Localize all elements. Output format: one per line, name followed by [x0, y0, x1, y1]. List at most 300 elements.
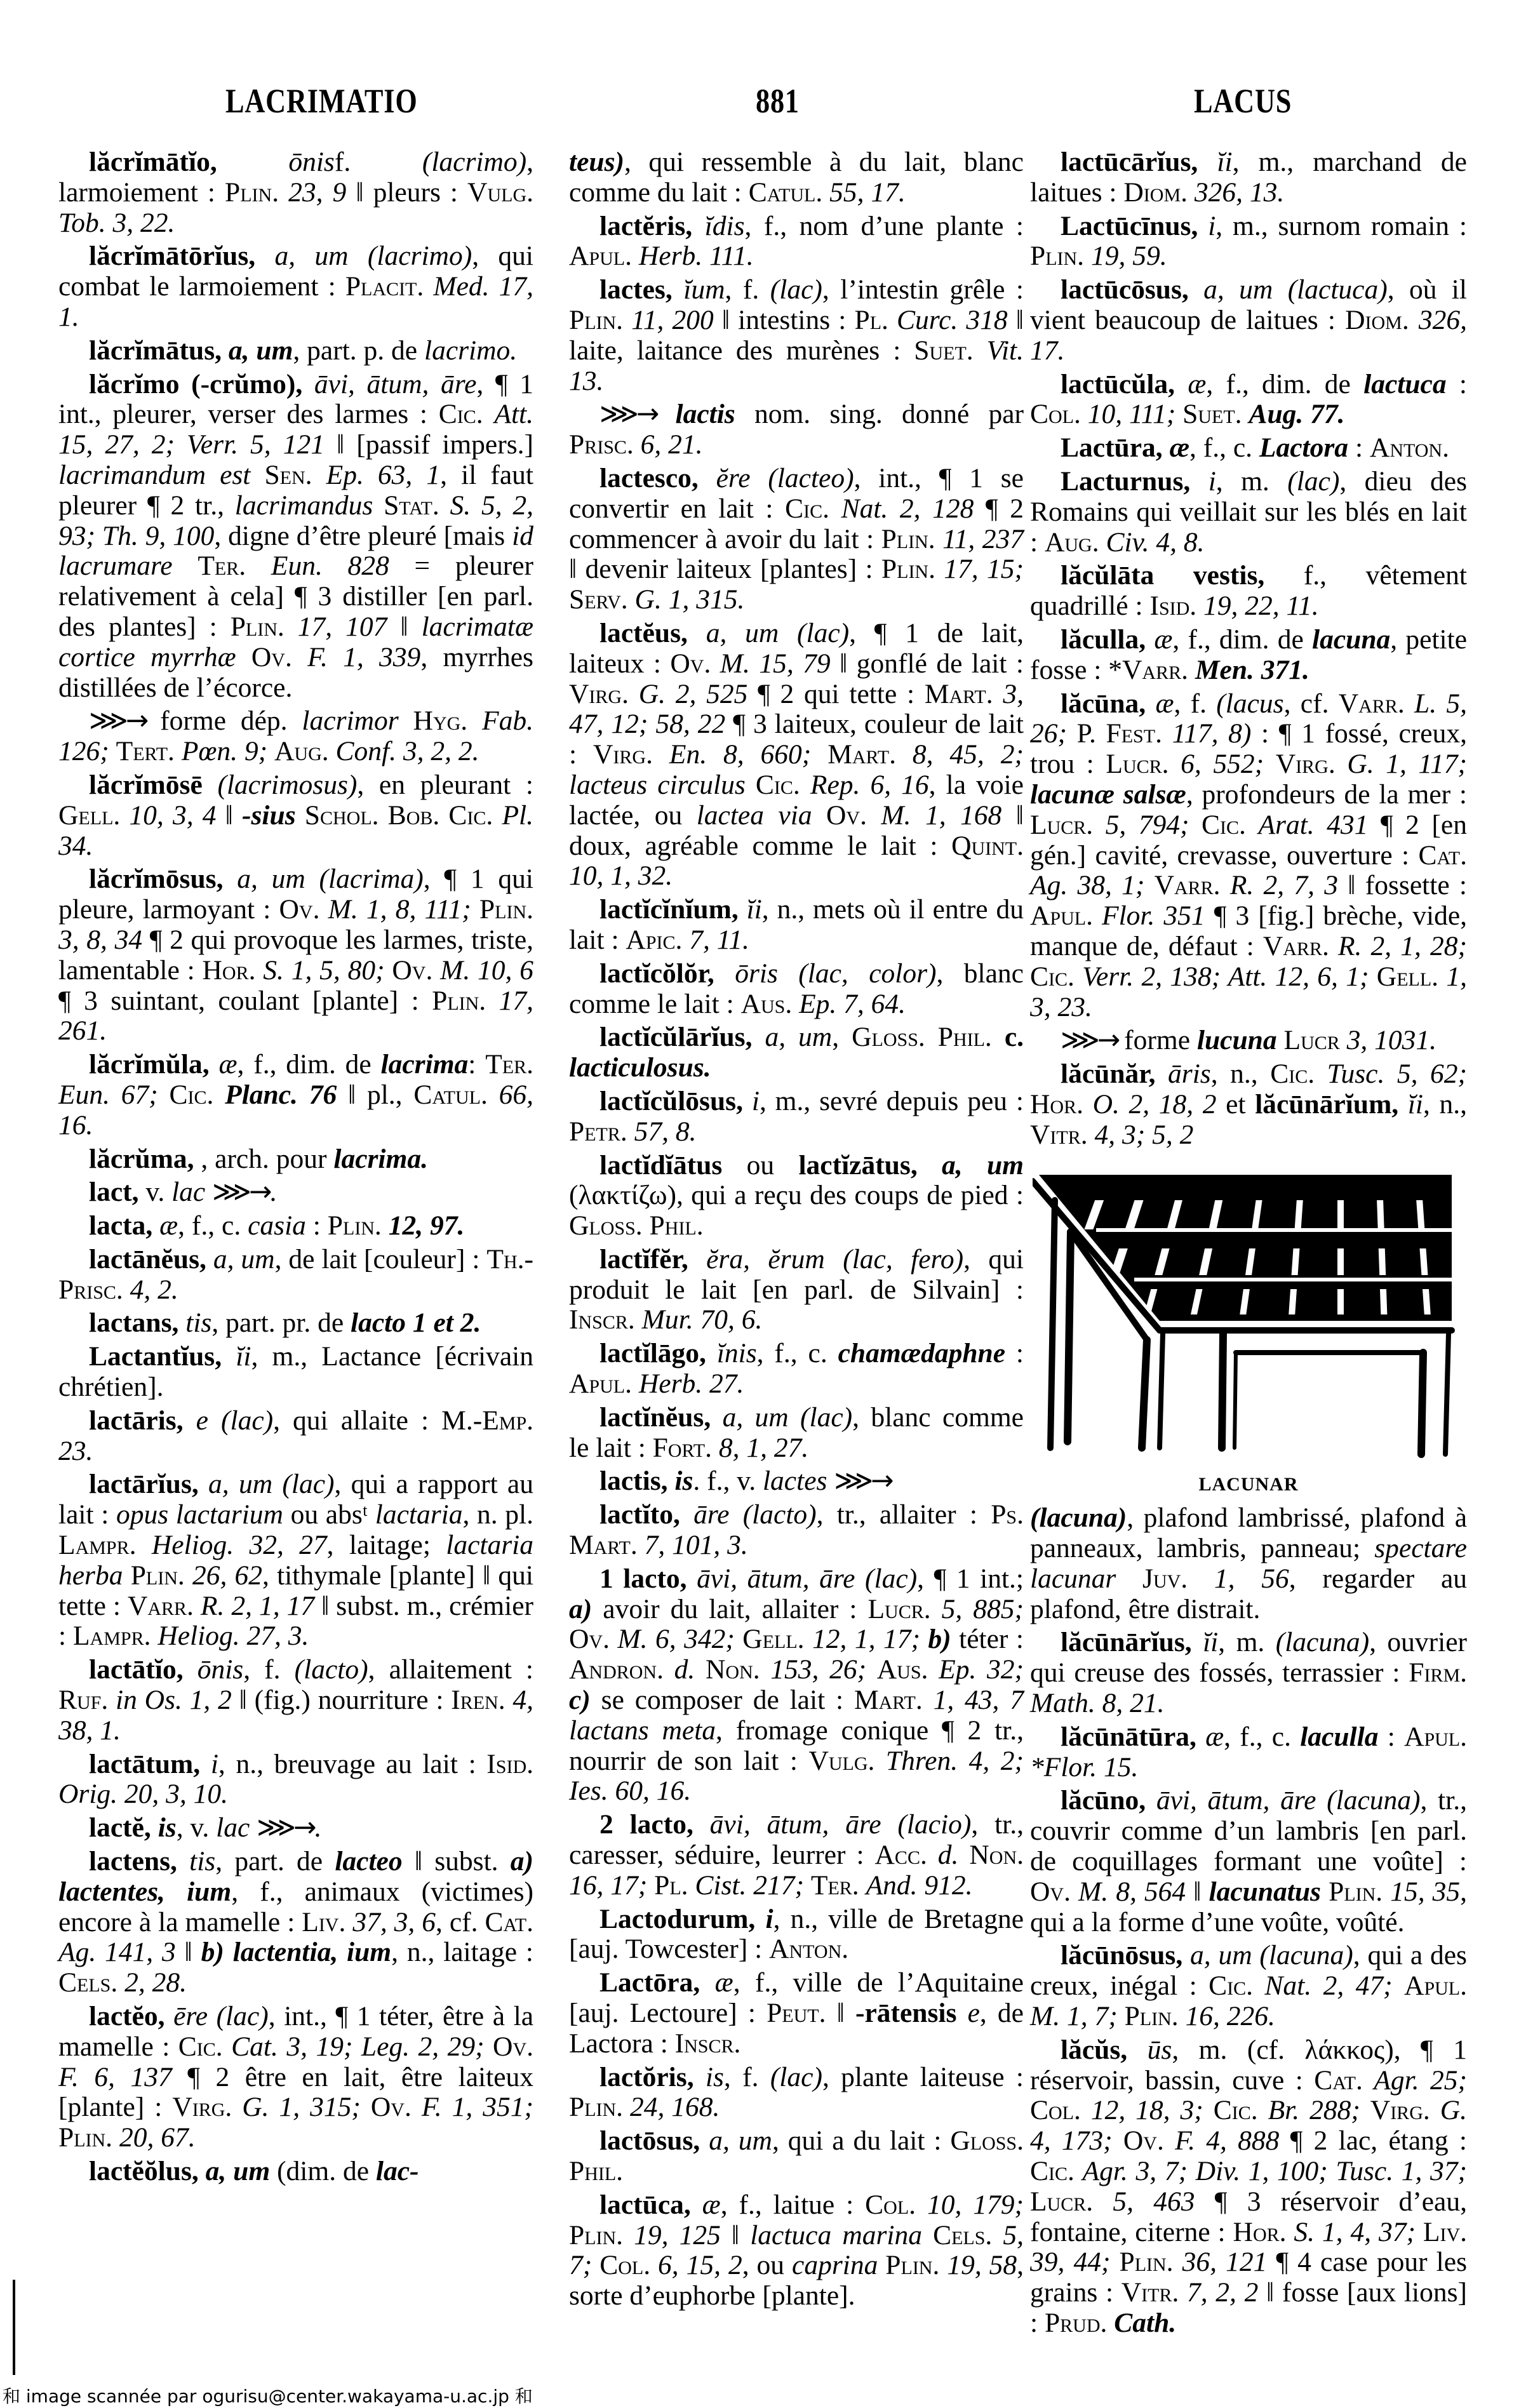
dictionary-entry	[569, 1904, 1024, 1965]
entry-text: M. 1, 7;	[1030, 2001, 1125, 2032]
dictionary-entry	[1030, 211, 1467, 272]
headword: lăcūna,	[1061, 688, 1156, 719]
entry-text: , m.	[1215, 465, 1288, 497]
dictionary-entry	[569, 1564, 1024, 1807]
author-abbreviation: Mart.	[827, 739, 913, 770]
entry-text: 36, 121	[1182, 2247, 1268, 2278]
author-abbreviation: Plin.	[1124, 2001, 1186, 2032]
entry-text: 326, 13.	[1194, 177, 1285, 208]
author-abbreviation: Aus.	[740, 988, 800, 1019]
entry-text: , f.	[723, 2061, 770, 2092]
author-abbreviation: Col.	[1030, 399, 1088, 430]
entry-text: 5, 7;	[569, 2219, 1024, 2281]
entry-text: , cf.	[435, 1906, 485, 1937]
entry-text: 10, 179;	[927, 2189, 1024, 2220]
author-abbreviation: Liv.	[1423, 2216, 1467, 2247]
entry-text: , ou	[742, 2250, 793, 2281]
entry-text: 12, 18, 3;	[1090, 2095, 1214, 2126]
author-abbreviation: Acc.	[874, 1840, 938, 1871]
entry-text: 1, 3, 23.	[1030, 961, 1467, 1022]
entry-text: a, um (lac)	[722, 1401, 853, 1433]
headword: lăcūno,	[1061, 1785, 1156, 1816]
author-abbreviation: Vulg.	[808, 1745, 886, 1776]
headword: lactans,	[89, 1308, 186, 1339]
entry-text: ‖ (fig.) nourriture :	[231, 1685, 452, 1716]
entry-text: ‖ pl.,	[337, 1079, 414, 1110]
entry-text: a, um (lacrimo)	[274, 241, 472, 272]
entry-text: ĭi	[746, 894, 762, 925]
headword: lactesco,	[599, 462, 716, 493]
author-abbreviation: Tert.	[116, 736, 182, 767]
author-abbreviation: Plin.	[1030, 241, 1091, 272]
entry-text: ōnis	[288, 147, 335, 177]
headword: lactĭzātus,	[798, 1149, 942, 1181]
headword: lactes,	[599, 274, 684, 305]
entry-text: .	[314, 1812, 321, 1843]
headword: lactĕris,	[599, 210, 705, 241]
author-abbreviation: Iren.	[451, 1685, 513, 1716]
entry-text: , n. pl.	[462, 1499, 534, 1530]
entry-text: Cat. 3, 19; Leg. 2, 29;	[231, 2031, 493, 2062]
entry-text: 11, 200	[631, 304, 714, 335]
entry-text: ou absᵗ	[283, 1499, 375, 1530]
entry-text: 6, 21.	[640, 429, 703, 460]
headword: lactānĕus,	[89, 1243, 213, 1274]
entry-text: Mur. 70, 6.	[641, 1304, 763, 1335]
entry-text: a, um	[213, 1243, 275, 1274]
headword: Lactodurum,	[599, 1903, 766, 1934]
entry-text: (lacto)	[294, 1654, 368, 1685]
author-abbreviation: Inscr.	[569, 1304, 642, 1335]
author-abbreviation: Aug.	[1044, 526, 1106, 558]
entry-text: Ep. 32;	[939, 1654, 1024, 1685]
entry-text: a, um	[765, 1022, 833, 1053]
entry-text: Tusc. 5, 62;	[1327, 1059, 1468, 1090]
author-abbreviation: Virg.	[172, 2092, 243, 2123]
entry-text: et	[1216, 1088, 1255, 1120]
running-head-left: LACRIMATIO	[225, 82, 418, 120]
author-abbreviation: Diom.	[1123, 177, 1195, 208]
entry-text: , qui ressemble à du lait, blanc comme du lait :	[569, 147, 1024, 208]
entry-text: Att. 15, 27, 2; Verr. 5, 121	[58, 399, 534, 460]
running-head-right: LACUS	[1194, 82, 1292, 120]
author-abbreviation: Cic.	[1030, 961, 1083, 992]
author-abbreviation: P. Fest.	[1076, 718, 1172, 749]
entry-text: , tr., allaiter :	[816, 1499, 991, 1530]
entry-text: āre (lacto)	[693, 1499, 817, 1530]
dictionary-entry	[58, 1749, 533, 1810]
headword: lactĭcŭlārĭus,	[599, 1022, 765, 1053]
entry-text: , f., nom d’une plante :	[744, 210, 1024, 241]
entry-text: 7, 2, 2	[1187, 2277, 1259, 2308]
author-abbreviation: Diom.	[1345, 304, 1419, 335]
entry-text: ‖	[720, 2219, 751, 2251]
entry-text: æ	[1169, 432, 1189, 464]
entry-text: , tithymale [plante] ‖ qui tette :	[58, 1560, 533, 1621]
entry-text: , ouvrier qui creuse des fossés, terrassier :	[1030, 1627, 1467, 1689]
entry-text: ĭdis	[704, 210, 745, 241]
author-abbreviation: Mart.	[924, 678, 1003, 709]
entry-text: S. 1, 4, 37;	[1294, 2216, 1423, 2247]
entry-text: , n., laitage :	[391, 1937, 534, 1968]
entry-text: , f., ville de l’Aquitaine [auj. Lectoure] :	[569, 1967, 1024, 2029]
author-abbreviation: Varr.	[1122, 654, 1195, 685]
entry-text: O. 2, 18, 2	[1092, 1088, 1217, 1120]
entry-text: , int., ¶ 1 se convertir en lait :	[569, 462, 1024, 524]
author-abbreviation: Virg.	[569, 678, 639, 709]
entry-text: spectare lacunar	[1030, 1533, 1467, 1594]
entry-text: , blanc comme le lait :	[569, 1401, 1024, 1463]
author-abbreviation: Vitr.	[1030, 1119, 1095, 1150]
entry-text: (dim. de	[270, 2156, 376, 2186]
entry-text: tis	[189, 1846, 216, 1877]
entry-text: 153, 26;	[770, 1654, 877, 1685]
dictionary-entry	[58, 1847, 533, 1998]
entry-text: :	[1378, 1721, 1405, 1752]
headword: Lactōra,	[599, 1967, 715, 1998]
dictionary-entry	[1030, 1786, 1467, 1937]
author-abbreviation: Cic.	[755, 769, 810, 800]
entry-text: , qui a du lait :	[772, 2125, 951, 2157]
entry-text: 19, 58	[947, 2250, 1017, 2281]
entry-text: āvi, ātum, āre (lac)	[697, 1563, 918, 1594]
entry-text: , f.	[243, 1654, 295, 1685]
author-abbreviation: Cat.	[485, 1906, 534, 1937]
dictionary-entry	[58, 147, 533, 238]
entry-text: , f.	[725, 274, 770, 305]
entry-text: a) lactentes, ium	[58, 1846, 534, 1907]
author-abbreviation: Lucr.	[1030, 809, 1106, 840]
entry-text: , f., dim. de	[1206, 368, 1364, 399]
entry-text: G. 1, 315.	[634, 584, 745, 615]
entry-text: lactes	[762, 1466, 834, 1497]
entry-text: 17, 15;	[944, 554, 1024, 585]
author-abbreviation: Cat.	[1314, 2064, 1374, 2096]
author-abbreviation: Gell.	[742, 1624, 813, 1655]
entry-text: , qui a des creux, inégal :	[1030, 1940, 1467, 2002]
column-right-lower	[1030, 1503, 1467, 2339]
entry-text: , ¶ 1 qui pleure, larmoyant :	[58, 864, 533, 925]
entry-text: d.	[674, 1654, 706, 1685]
entry-text: (lacuna)	[1030, 1502, 1127, 1534]
entry-text: Civ. 4, 8.	[1106, 526, 1205, 558]
entry-text: i	[210, 1748, 218, 1779]
author-abbreviation: Cels.	[933, 2219, 1003, 2251]
author-abbreviation: Apul.	[569, 241, 639, 272]
dictionary-entry	[58, 370, 533, 704]
author-abbreviation: Plin.	[569, 304, 632, 335]
entry-text: is	[674, 1466, 693, 1497]
entry-text: Curc. 318	[897, 304, 1008, 335]
entry-text: M. 8, 564	[1078, 1876, 1186, 1907]
author-abbreviation: Virg.	[1275, 749, 1348, 780]
entry-text: (λακτίζω), qui a reçu des coups de pied :	[569, 1180, 1024, 1211]
author-abbreviation: Andron.	[569, 1654, 674, 1685]
author-abbreviation: Aug.	[274, 736, 336, 767]
entry-text: lacunæ salsæ	[1030, 779, 1186, 810]
author-abbreviation: Varr.	[1262, 930, 1338, 961]
author-abbreviation: Varr.	[127, 1590, 201, 1621]
author-abbreviation: Ov.	[493, 2031, 533, 2062]
entry-text: And. 912.	[866, 1870, 973, 1901]
entry-text: , m., surnom romain :	[1215, 210, 1467, 241]
author-abbreviation: Hor.	[1030, 1088, 1093, 1120]
entry-text: (lac)	[770, 2061, 822, 2092]
entry-text: , m., Lactance [écrivain chrétien].	[58, 1341, 533, 1403]
entry-text: id lacrumare	[58, 520, 533, 582]
entry-text: , tr., caresser, séduire, leurrer :	[569, 1809, 1024, 1871]
entry-text: :	[1348, 432, 1370, 464]
author-abbreviation: Inscr.	[674, 2028, 741, 2059]
entry-text: (lacrimosus)	[217, 769, 358, 800]
author-abbreviation: Firm.	[1409, 1657, 1467, 1689]
author-abbreviation: Plin.	[1119, 2247, 1182, 2278]
author-abbreviation: Catul.	[413, 1079, 499, 1110]
dictionary-entry	[569, 399, 1024, 460]
entry-text: 5, 885;	[941, 1593, 1024, 1624]
entry-text: (lacrimo)	[422, 147, 527, 177]
entry-text: Aug. 77.	[1249, 399, 1345, 430]
dictionary-entry	[1030, 2035, 1467, 2339]
entry-text: , part. de	[215, 1846, 335, 1877]
entry-text: M. 6, 342;	[617, 1624, 743, 1655]
column-right-upper	[1030, 147, 1467, 1151]
headword: lăcūnārĭus,	[1061, 1627, 1203, 1658]
author-abbreviation: Ruf.	[58, 1685, 116, 1716]
dictionary-entry	[569, 1339, 1024, 1400]
entry-text: 6, 15, 2	[658, 2250, 742, 2281]
entry-text: , l’intestin grêle :	[822, 274, 1024, 305]
entry-text: e	[967, 1998, 980, 2029]
entry-text: , où il vient beaucoup de laitues :	[1030, 274, 1467, 335]
author-abbreviation: M.-Emp.	[441, 1405, 534, 1436]
entry-text: lactaria	[375, 1499, 463, 1530]
author-abbreviation: Plin.	[1329, 1876, 1391, 1907]
author-abbreviation: Ps. Mart.	[569, 1499, 1024, 1561]
headword: lăcrĭmātōrĭus,	[89, 241, 275, 272]
entry-text: ¶ 2 commencer à avoir du lait :	[569, 493, 1024, 554]
entry-text: Pl. 34.	[58, 799, 533, 861]
headword: lactĭcŭlōsus,	[599, 1085, 752, 1116]
column-left	[58, 147, 533, 2190]
entry-text: Tob. 3, 22.	[58, 207, 175, 238]
entry-text: Pœn. 9;	[181, 736, 275, 767]
dictionary-entry	[569, 1087, 1024, 1147]
entry-text: Men. 371.	[1195, 654, 1309, 685]
entry-text: , qui a rapport au lait :	[58, 1469, 533, 1530]
author-abbreviation: Sen.	[264, 459, 326, 490]
dictionary-entry	[58, 864, 533, 1047]
headword: lactĕŏlus,	[89, 2156, 206, 2186]
entry-text: Math. 8, 21.	[1030, 1688, 1165, 1719]
entry-text: , en pleurant :	[357, 769, 533, 800]
entry-text: ¶ 3 réservoir d’eau, fontaine, citerne :	[1030, 2186, 1467, 2247]
author-abbreviation: Gell.	[1376, 961, 1447, 992]
entry-text: a, um (lactuca)	[1203, 274, 1388, 305]
author-abbreviation: Lampr.	[72, 1621, 158, 1652]
entry-text: , m., marchand de laitues :	[1030, 147, 1467, 208]
entry-text: āvi, ātum, āre (lacio)	[709, 1809, 972, 1840]
author-abbreviation: Ov.	[569, 1624, 618, 1655]
entry-text: Lactora	[1259, 432, 1349, 464]
author-abbreviation: Apul.	[1404, 1970, 1467, 2002]
entry-text: , n.,	[1210, 1059, 1271, 1090]
dictionary-entry	[58, 2002, 533, 2153]
author-abbreviation: Schol. Bob. Cic.	[304, 799, 502, 831]
entry-text: 17, 107	[297, 611, 387, 642]
entry-text: 57, 8.	[634, 1116, 697, 1147]
entry-text: ūs	[1147, 2034, 1172, 2065]
entry-text: L. 5, 26;	[1030, 688, 1467, 749]
entry-text: 117, 8)	[1172, 718, 1252, 749]
entry-text: in Os. 1, 2	[116, 1685, 232, 1716]
entry-text: G. 2, 525	[638, 678, 748, 709]
author-abbreviation: Peut.	[767, 1998, 837, 2029]
entry-text: b)	[928, 1624, 951, 1655]
author-abbreviation: Cic.	[1202, 809, 1259, 840]
author-abbreviation: Liv.	[302, 1906, 353, 1937]
entry-text: En. 8, 660;	[669, 739, 828, 770]
author-abbreviation: Apic.	[626, 924, 690, 955]
entry-text: , ¶ 1 de lait, laiteux :	[569, 617, 1024, 679]
entry-text: M. 10, 6	[440, 954, 533, 986]
cross-reference-arrow-icon: ⋙→	[212, 1176, 270, 1208]
author-abbreviation: Col.	[1030, 2095, 1091, 2126]
author-abbreviation: Varr.	[1154, 870, 1230, 901]
entry-text: teus)	[569, 147, 624, 177]
entry-text: lactuca marina	[750, 2219, 934, 2251]
author-abbreviation: Gloss. Phil.	[569, 1210, 704, 1241]
entry-text: forme	[1124, 1025, 1197, 1056]
entry-text: 10, 1, 32.	[569, 860, 673, 892]
entry-text: 11, 237	[942, 523, 1024, 554]
entry-text: , f., dim. de	[237, 1049, 381, 1080]
entry-text: i	[765, 1903, 773, 1934]
entry-text: S. 5, 2, 93; Th. 9, 100	[58, 490, 534, 551]
author-abbreviation: Juv.	[1142, 1563, 1214, 1594]
headword: lăcūnātūra,	[1061, 1721, 1206, 1752]
author-abbreviation: Anton.	[1369, 432, 1449, 464]
entry-text: ‖ doux, agréable comme le lait :	[569, 799, 1024, 861]
entry-text: ¶ 2 qui provoque les larmes, triste, lamentable :	[58, 924, 533, 986]
entry-text: lacrima.	[333, 1143, 428, 1174]
entry-text: lacrimandus	[234, 490, 384, 521]
entry-text: F. 6, 137	[58, 2061, 172, 2092]
headword: c.	[1004, 1022, 1024, 1053]
entry-text: laculla	[1300, 1721, 1379, 1752]
entry-text: ōnis	[197, 1654, 244, 1685]
entry-text: 5, 794;	[1105, 809, 1202, 840]
entry-text: avoir du lait, allaiter :	[592, 1593, 868, 1624]
author-abbreviation: Gloss. Phil.	[569, 2125, 1024, 2186]
entry-text: ¶ 2 être en lait, être laiteux [plante] :	[58, 2061, 533, 2123]
headword: -rātensis	[855, 1998, 968, 2029]
entry-text: lacteo	[335, 1846, 403, 1877]
entry-text: a, um	[709, 2125, 772, 2157]
entry-text: M. 15, 79	[720, 648, 831, 679]
author-abbreviation: Plin.	[881, 554, 944, 585]
dictionary-entry	[1030, 1722, 1467, 1783]
author-abbreviation: Ov.	[392, 954, 441, 986]
entry-text: ‖ subst.	[402, 1846, 511, 1877]
entry-text: 4, 38, 1.	[58, 1685, 533, 1746]
entry-text: a, um (lacuna)	[1190, 1940, 1353, 1971]
author-abbreviation: Ov.	[826, 799, 881, 831]
entry-text: lactaria herba	[58, 1530, 533, 1591]
entry-text: tis	[185, 1308, 212, 1339]
author-abbreviation: Lampr.	[58, 1530, 152, 1561]
entry-text: a, um (lac)	[706, 617, 850, 648]
entry-text: Planc. 76	[225, 1079, 337, 1110]
dictionary-entry	[58, 241, 533, 332]
entry-text: F. 4, 888	[1175, 2125, 1280, 2157]
entry-text: , cf.	[1283, 688, 1339, 719]
entry-text: i	[1208, 465, 1216, 497]
entry-text: 10, 3, 4	[129, 799, 217, 831]
author-abbreviation: Lucr.	[1030, 2186, 1113, 2217]
author-abbreviation: Cat.	[1418, 839, 1467, 871]
dictionary-entry	[58, 1406, 533, 1467]
headword: lactĕ,	[89, 1812, 158, 1843]
author-abbreviation: Plin.	[327, 1210, 389, 1241]
entry-text: a, um	[228, 335, 293, 366]
entry-text: 3, 47, 12; 58, 22	[569, 678, 1024, 740]
entry-text: ‖	[836, 1998, 855, 2029]
author-abbreviation: Cels.	[58, 1967, 125, 1998]
entry-text: 37, 3, 6	[352, 1906, 436, 1937]
entry-text: 17, 261.	[58, 985, 533, 1047]
headword: lăcrĭmātĭo,	[89, 147, 289, 177]
author-abbreviation: Plin.	[569, 2219, 634, 2251]
dictionary-entry	[58, 1144, 533, 1175]
author-abbreviation: Cic.	[1030, 2156, 1083, 2187]
entry-text: 12, 97.	[388, 1210, 465, 1241]
entry-text: , int., ¶ 1 téter, être à la mamelle :	[58, 2001, 533, 2062]
entry-text: 10, 111;	[1087, 399, 1183, 430]
author-abbreviation: Ov.	[370, 2092, 422, 2123]
dictionary-entry	[1030, 1503, 1467, 1624]
headword: lăcūnōsus,	[1061, 1940, 1191, 1971]
dictionary-entry	[58, 706, 533, 767]
entry-text: ĭi	[1203, 1627, 1219, 1658]
author-abbreviation: Virg.	[593, 739, 669, 770]
author-abbreviation: Apul.	[1030, 900, 1102, 932]
entry-text: forme dép.	[160, 706, 302, 737]
entry-text: ‖	[175, 1937, 201, 1968]
headword: Lactantĭus,	[89, 1341, 236, 1372]
entry-text: 3, 1031.	[1346, 1025, 1437, 1056]
author-abbreviation: Serv.	[569, 584, 635, 615]
entry-text: , petite fosse : *	[1030, 624, 1468, 685]
author-abbreviation: Aus.	[876, 1654, 939, 1685]
entry-text: ‖ fossette :	[1338, 870, 1467, 901]
coffered-ceiling-illustration-icon	[1033, 1162, 1464, 1467]
column-middle	[569, 147, 1024, 2315]
entry-text: S. 1, 5, 80;	[263, 954, 392, 986]
entry-text: f.	[334, 147, 422, 177]
entry-text: 2, 28.	[124, 1967, 187, 1998]
author-abbreviation: Cic.	[1270, 1059, 1327, 1090]
dictionary-entry	[1030, 1941, 1467, 2031]
entry-text: . f., v.	[693, 1466, 763, 1497]
author-abbreviation: Ter.	[485, 1049, 533, 1080]
dictionary-entry	[1030, 625, 1467, 686]
entry-text: , qui combat le larmoiement :	[58, 241, 533, 302]
dictionary-entry	[569, 147, 1024, 208]
entry-text: ¶ 2 lac, étang :	[1279, 2125, 1467, 2157]
entry-text: i	[1208, 210, 1216, 241]
entry-text: G. 1, 315;	[242, 2092, 371, 2123]
